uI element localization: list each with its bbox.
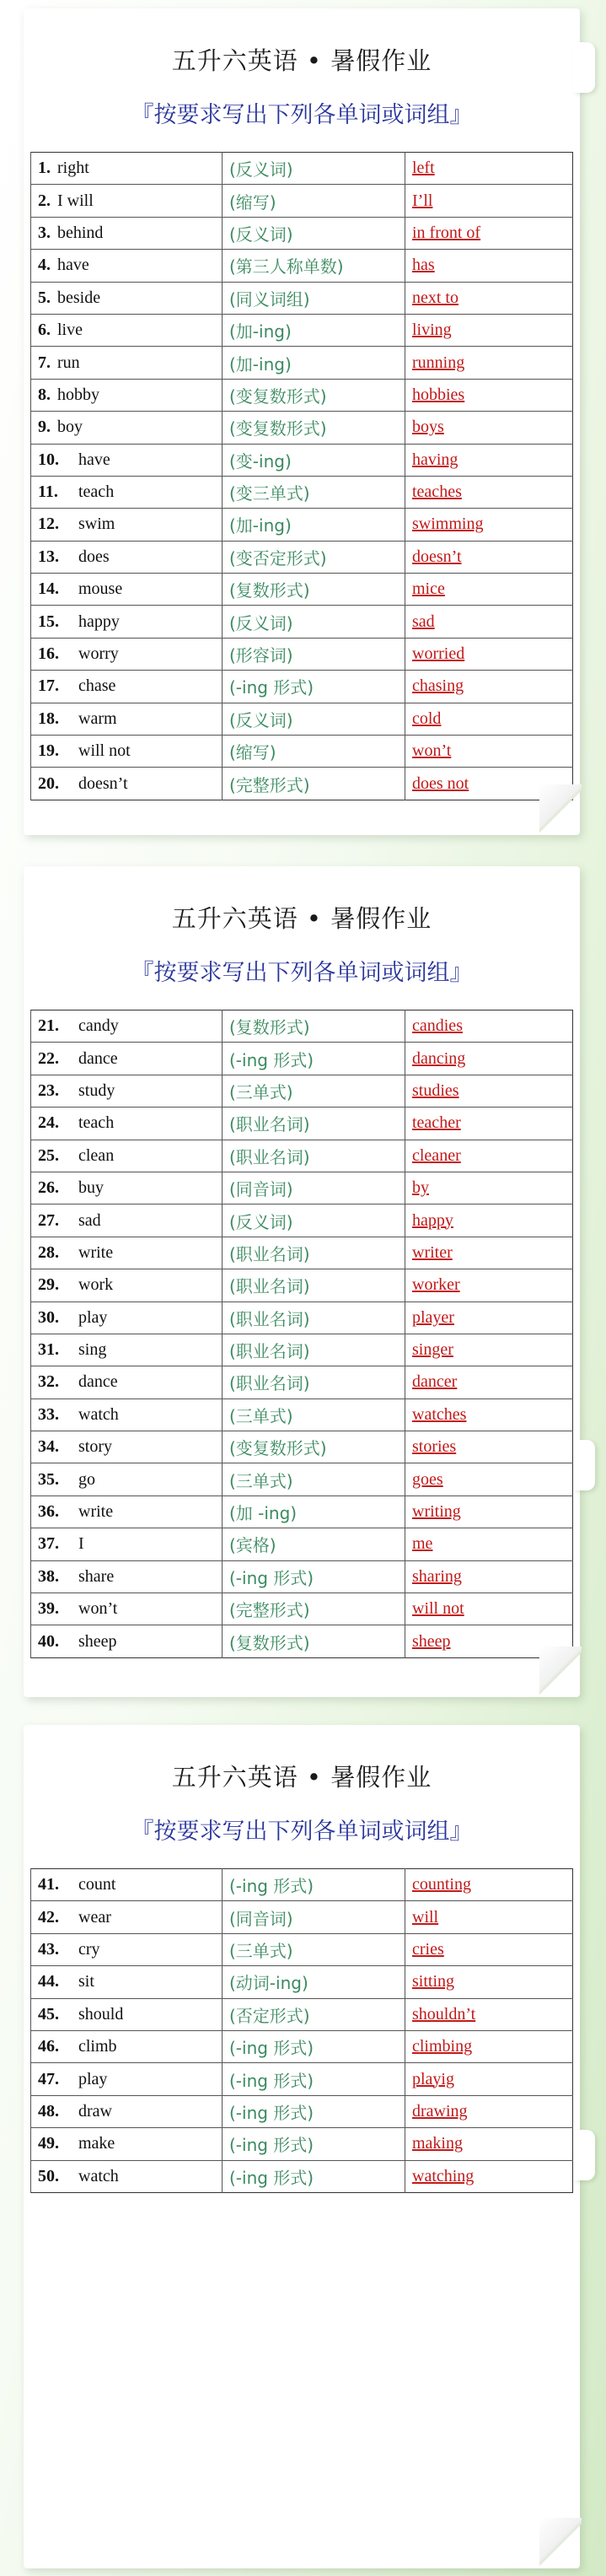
table-row <box>31 250 573 282</box>
item-number: 12. <box>38 515 59 534</box>
item-word: should <box>78 2004 124 2024</box>
page-curl-tab <box>573 1440 595 1490</box>
item-requirement: (完整形式) <box>223 1593 405 1625</box>
item-requirement: (动词-ing) <box>223 1966 405 1998</box>
item-requirement: (变复数形式) <box>223 1431 405 1463</box>
item-number: 17. <box>38 676 59 696</box>
table-row <box>31 574 573 606</box>
item-answer: counting <box>412 1875 471 1894</box>
table-row <box>31 1107 573 1140</box>
item-requirement: (反义词) <box>223 606 405 638</box>
item-number: 4. <box>38 256 51 275</box>
table-row <box>31 412 573 444</box>
item-requirement: (加 -ing) <box>223 1495 405 1528</box>
item-answer: player <box>412 1307 454 1327</box>
item-answer: cries <box>412 1939 444 1959</box>
item-requirement: (变否定形式) <box>223 541 405 573</box>
table-row <box>31 1269 573 1301</box>
word-table <box>30 1868 573 2193</box>
item-answer: candies <box>412 1016 463 1036</box>
item-answer: goes <box>412 1469 443 1489</box>
page-title: 五升六英语 • 暑假作业 <box>171 46 432 75</box>
item-answer: mice <box>412 579 445 599</box>
item-word: behind <box>57 223 104 242</box>
item-number: 30. <box>38 1307 59 1327</box>
item-requirement: (三单式) <box>223 1933 405 1965</box>
table-row <box>31 1933 573 1965</box>
item-word: watch <box>78 2166 119 2185</box>
item-requirement: (变复数形式) <box>223 412 405 444</box>
table-row <box>31 476 573 508</box>
item-answer: worker <box>412 1275 460 1295</box>
table-row <box>31 1398 573 1431</box>
item-word: have <box>57 256 89 275</box>
item-word: sit <box>78 1972 94 1991</box>
table-row <box>31 1075 573 1107</box>
table-row <box>31 217 573 249</box>
item-requirement: (变三单式) <box>223 476 405 508</box>
table-row <box>31 1140 573 1172</box>
page-subtitle: 『按要求写出下列各单词或词组』 <box>131 102 473 128</box>
page-curl-tab <box>573 2130 595 2180</box>
item-answer: making <box>412 2134 463 2153</box>
item-answer: dancing <box>412 1048 466 1068</box>
item-answer: left <box>412 159 435 178</box>
table-row <box>31 2095 573 2127</box>
item-number: 10. <box>38 450 59 469</box>
table-row <box>31 1172 573 1204</box>
item-word: mouse <box>78 579 123 599</box>
item-word: boy <box>57 418 83 437</box>
item-requirement: (加-ing) <box>223 347 405 379</box>
item-answer: hobbies <box>412 385 465 404</box>
item-requirement: (-ing 形式) <box>223 2030 405 2062</box>
item-word: write <box>78 1502 114 1522</box>
item-word: sing <box>78 1340 107 1360</box>
item-word: worry <box>78 644 119 664</box>
table-row <box>31 736 573 768</box>
item-word: work <box>78 1275 114 1295</box>
table-row <box>31 1593 573 1625</box>
table-row <box>31 1334 573 1366</box>
item-number: 41. <box>38 1875 59 1894</box>
table-row <box>31 1301 573 1334</box>
item-number: 43. <box>38 1939 59 1959</box>
item-requirement: (职业名词) <box>223 1301 405 1334</box>
item-number: 39. <box>38 1599 59 1619</box>
table-row <box>31 444 573 476</box>
item-number: 37. <box>38 1534 59 1554</box>
item-requirement: (职业名词) <box>223 1269 405 1301</box>
item-requirement: (职业名词) <box>223 1107 405 1140</box>
item-number: 46. <box>38 2037 59 2056</box>
item-answer: chasing <box>412 676 464 696</box>
item-requirement: (反义词) <box>223 1204 405 1237</box>
item-requirement: (缩写) <box>223 185 405 217</box>
item-requirement: (反义词) <box>223 153 405 185</box>
item-word: write <box>78 1242 114 1262</box>
item-answer: stories <box>412 1437 457 1457</box>
item-requirement: (宾格) <box>223 1528 405 1560</box>
table-row <box>31 1901 573 1933</box>
item-answer: in front of <box>412 223 481 242</box>
item-number: 3. <box>38 223 51 242</box>
item-number: 7. <box>38 353 51 372</box>
item-number: 32. <box>38 1372 59 1392</box>
item-word: teach <box>78 482 115 502</box>
item-number: 28. <box>38 1242 59 1262</box>
item-number: 35. <box>38 1469 59 1489</box>
item-number: 44. <box>38 1972 59 1991</box>
page-title: 五升六英语 • 暑假作业 <box>171 1763 432 1792</box>
table-row <box>31 1625 573 1657</box>
item-requirement: (否定形式) <box>223 1998 405 2030</box>
item-answer: will <box>412 1907 439 1927</box>
item-answer: sharing <box>412 1566 462 1586</box>
item-number: 2. <box>38 191 51 210</box>
item-answer: happy <box>412 1210 453 1230</box>
table-row <box>31 1966 573 1998</box>
item-word: study <box>78 1081 115 1100</box>
item-number: 20. <box>38 773 59 793</box>
item-word: live <box>57 321 83 340</box>
item-requirement: (复数形式) <box>223 1010 405 1043</box>
table-row <box>31 1043 573 1075</box>
item-number: 34. <box>38 1437 59 1457</box>
table-row <box>31 509 573 541</box>
item-word: buy <box>78 1178 104 1198</box>
item-number: 19. <box>38 741 59 761</box>
item-word: swim <box>78 515 115 534</box>
item-word: candy <box>78 1016 119 1036</box>
item-requirement: (-ing 形式) <box>223 1869 405 1901</box>
worksheet-page-3 <box>24 1725 580 2568</box>
item-word: dance <box>78 1048 118 1068</box>
item-word: hobby <box>57 385 99 404</box>
table-row <box>31 1237 573 1269</box>
item-answer: teaches <box>412 482 462 502</box>
item-word: will not <box>78 741 131 761</box>
item-word: story <box>78 1437 112 1457</box>
table-row <box>31 314 573 346</box>
item-answer: playig <box>412 2069 454 2088</box>
item-answer: me <box>412 1534 433 1554</box>
table-row <box>31 153 573 185</box>
item-answer: has <box>412 256 435 275</box>
item-number: 38. <box>38 1566 59 1586</box>
item-word: right <box>57 159 89 178</box>
item-number: 22. <box>38 1048 59 1068</box>
item-number: 8. <box>38 385 51 404</box>
item-number: 13. <box>38 547 59 566</box>
item-requirement: (完整形式) <box>223 768 405 800</box>
item-requirement: (变-ing) <box>223 444 405 476</box>
item-word: beside <box>57 288 101 307</box>
item-requirement: (职业名词) <box>223 1140 405 1172</box>
item-answer: drawing <box>412 2101 468 2121</box>
item-number: 36. <box>38 1502 59 1522</box>
item-word: clean <box>78 1145 115 1165</box>
table-row <box>31 703 573 735</box>
item-number: 47. <box>38 2069 59 2088</box>
item-number: 29. <box>38 1275 59 1295</box>
table-row <box>31 2030 573 2062</box>
item-number: 24. <box>38 1113 59 1133</box>
table-row <box>31 1998 573 2030</box>
item-word: sad <box>78 1210 101 1230</box>
item-word: dance <box>78 1372 118 1392</box>
item-answer: boys <box>412 418 444 437</box>
item-word: I <box>78 1534 84 1554</box>
item-answer: writer <box>412 1242 453 1262</box>
item-answer: next to <box>412 288 459 307</box>
item-requirement: (-ing 形式) <box>223 671 405 703</box>
item-answer: watching <box>412 2166 475 2185</box>
item-requirement: (-ing 形式) <box>223 1560 405 1592</box>
table-row <box>31 282 573 314</box>
item-answer: studies <box>412 1081 459 1100</box>
item-word: cry <box>78 1939 100 1959</box>
item-requirement: (职业名词) <box>223 1237 405 1269</box>
item-word: count <box>78 1875 116 1894</box>
item-requirement: (同音词) <box>223 1172 405 1204</box>
table-row <box>31 606 573 638</box>
item-requirement: (-ing 形式) <box>223 2128 405 2160</box>
item-answer: worried <box>412 644 465 664</box>
item-number: 25. <box>38 1145 59 1165</box>
item-answer: climbing <box>412 2037 473 2056</box>
item-word: doesn’t <box>78 773 128 793</box>
item-requirement: (同义词组) <box>223 282 405 314</box>
table-row <box>31 347 573 379</box>
worksheet-page-2 <box>24 866 580 1697</box>
item-word: go <box>78 1469 95 1489</box>
item-word: play <box>78 2069 108 2088</box>
item-answer: sheep <box>412 1631 451 1651</box>
item-number: 45. <box>38 2004 59 2024</box>
item-word: chase <box>78 676 116 696</box>
item-requirement: (-ing 形式) <box>223 2063 405 2095</box>
item-number: 50. <box>38 2166 59 2185</box>
table-row <box>31 2063 573 2095</box>
item-word: play <box>78 1307 108 1327</box>
item-answer: running <box>412 353 465 372</box>
item-answer: watches <box>412 1404 467 1424</box>
item-word: teach <box>78 1113 115 1133</box>
item-answer: cold <box>412 709 442 728</box>
item-requirement: (-ing 形式) <box>223 1043 405 1075</box>
item-requirement: (加-ing) <box>223 509 405 541</box>
table-row <box>31 2128 573 2160</box>
table-row <box>31 638 573 670</box>
table-row <box>31 1463 573 1495</box>
item-answer: shouldn’t <box>412 2004 476 2024</box>
item-answer: doesn’t <box>412 547 462 566</box>
page-subtitle: 『按要求写出下列各单词或词组』 <box>131 1819 473 1845</box>
item-answer: sad <box>412 612 435 631</box>
item-answer: by <box>412 1178 429 1198</box>
item-answer: won’t <box>412 741 452 761</box>
item-word: have <box>78 450 110 469</box>
word-table <box>30 152 573 800</box>
worksheet-page-1 <box>24 8 580 835</box>
item-answer: living <box>412 321 452 340</box>
item-answer: teacher <box>412 1113 461 1133</box>
item-requirement: (-ing 形式) <box>223 2095 405 2127</box>
item-answer: cleaner <box>412 1145 461 1165</box>
item-answer: having <box>412 450 459 469</box>
item-number: 42. <box>38 1907 59 1927</box>
item-requirement: (复数形式) <box>223 574 405 606</box>
item-number: 6. <box>38 321 51 340</box>
item-number: 26. <box>38 1178 59 1198</box>
item-number: 18. <box>38 709 59 728</box>
table-row <box>31 1366 573 1398</box>
item-answer: does not <box>412 773 469 793</box>
item-word: make <box>78 2134 115 2153</box>
item-answer: sitting <box>412 1972 455 1991</box>
item-requirement: (变复数形式) <box>223 379 405 411</box>
item-requirement: (第三人称单数) <box>223 250 405 282</box>
item-word: won’t <box>78 1599 118 1619</box>
item-requirement: (三单式) <box>223 1075 405 1107</box>
item-number: 9. <box>38 418 51 437</box>
item-requirement: (三单式) <box>223 1398 405 1431</box>
item-number: 27. <box>38 1210 59 1230</box>
item-number: 40. <box>38 1631 59 1651</box>
item-requirement: (-ing 形式) <box>223 2160 405 2192</box>
table-row <box>31 379 573 411</box>
table-row <box>31 671 573 703</box>
table-row <box>31 185 573 217</box>
item-word: watch <box>78 1404 119 1424</box>
item-number: 31. <box>38 1340 59 1360</box>
item-number: 1. <box>38 159 51 178</box>
item-requirement: (缩写) <box>223 736 405 768</box>
item-word: wear <box>78 1907 111 1927</box>
item-number: 5. <box>38 288 51 307</box>
item-number: 33. <box>38 1404 59 1424</box>
item-answer: dancer <box>412 1372 458 1392</box>
item-number: 16. <box>38 644 59 664</box>
item-number: 21. <box>38 1016 59 1036</box>
item-answer: writing <box>412 1502 461 1522</box>
item-requirement: (职业名词) <box>223 1334 405 1366</box>
item-answer: swimming <box>412 515 484 534</box>
item-number: 14. <box>38 579 59 599</box>
item-requirement: (职业名词) <box>223 1366 405 1398</box>
item-answer: I’ll <box>412 191 433 210</box>
table-row <box>31 541 573 573</box>
table-row <box>31 1528 573 1560</box>
table-row <box>31 1869 573 1901</box>
table-row <box>31 1560 573 1592</box>
item-word: sheep <box>78 1631 117 1651</box>
table-row <box>31 1495 573 1528</box>
item-word: happy <box>78 612 120 631</box>
item-word: run <box>57 353 80 372</box>
item-answer: singer <box>412 1340 453 1360</box>
item-requirement: (加-ing) <box>223 314 405 346</box>
item-number: 48. <box>38 2101 59 2121</box>
page-subtitle: 『按要求写出下列各单词或词组』 <box>131 960 473 986</box>
item-word: warm <box>78 709 117 728</box>
item-word: climb <box>78 2037 117 2056</box>
item-requirement: (反义词) <box>223 703 405 735</box>
word-table <box>30 1010 573 1658</box>
item-word: does <box>78 547 110 566</box>
item-number: 11. <box>38 482 58 502</box>
item-word: share <box>78 1566 115 1586</box>
table-row <box>31 768 573 800</box>
item-requirement: (形容词) <box>223 638 405 670</box>
item-number: 49. <box>38 2134 59 2153</box>
item-answer: will not <box>412 1599 464 1619</box>
page-title: 五升六英语 • 暑假作业 <box>171 904 432 933</box>
table-row <box>31 1010 573 1043</box>
item-number: 15. <box>38 612 59 631</box>
item-word: I will <box>57 191 94 210</box>
table-row <box>31 2160 573 2192</box>
table-row <box>31 1431 573 1463</box>
item-requirement: (反义词) <box>223 217 405 249</box>
item-requirement: (三单式) <box>223 1463 405 1495</box>
table-row <box>31 1204 573 1237</box>
item-word: draw <box>78 2101 112 2121</box>
item-requirement: (复数形式) <box>223 1625 405 1657</box>
item-requirement: (同音词) <box>223 1901 405 1933</box>
item-number: 23. <box>38 1081 59 1100</box>
